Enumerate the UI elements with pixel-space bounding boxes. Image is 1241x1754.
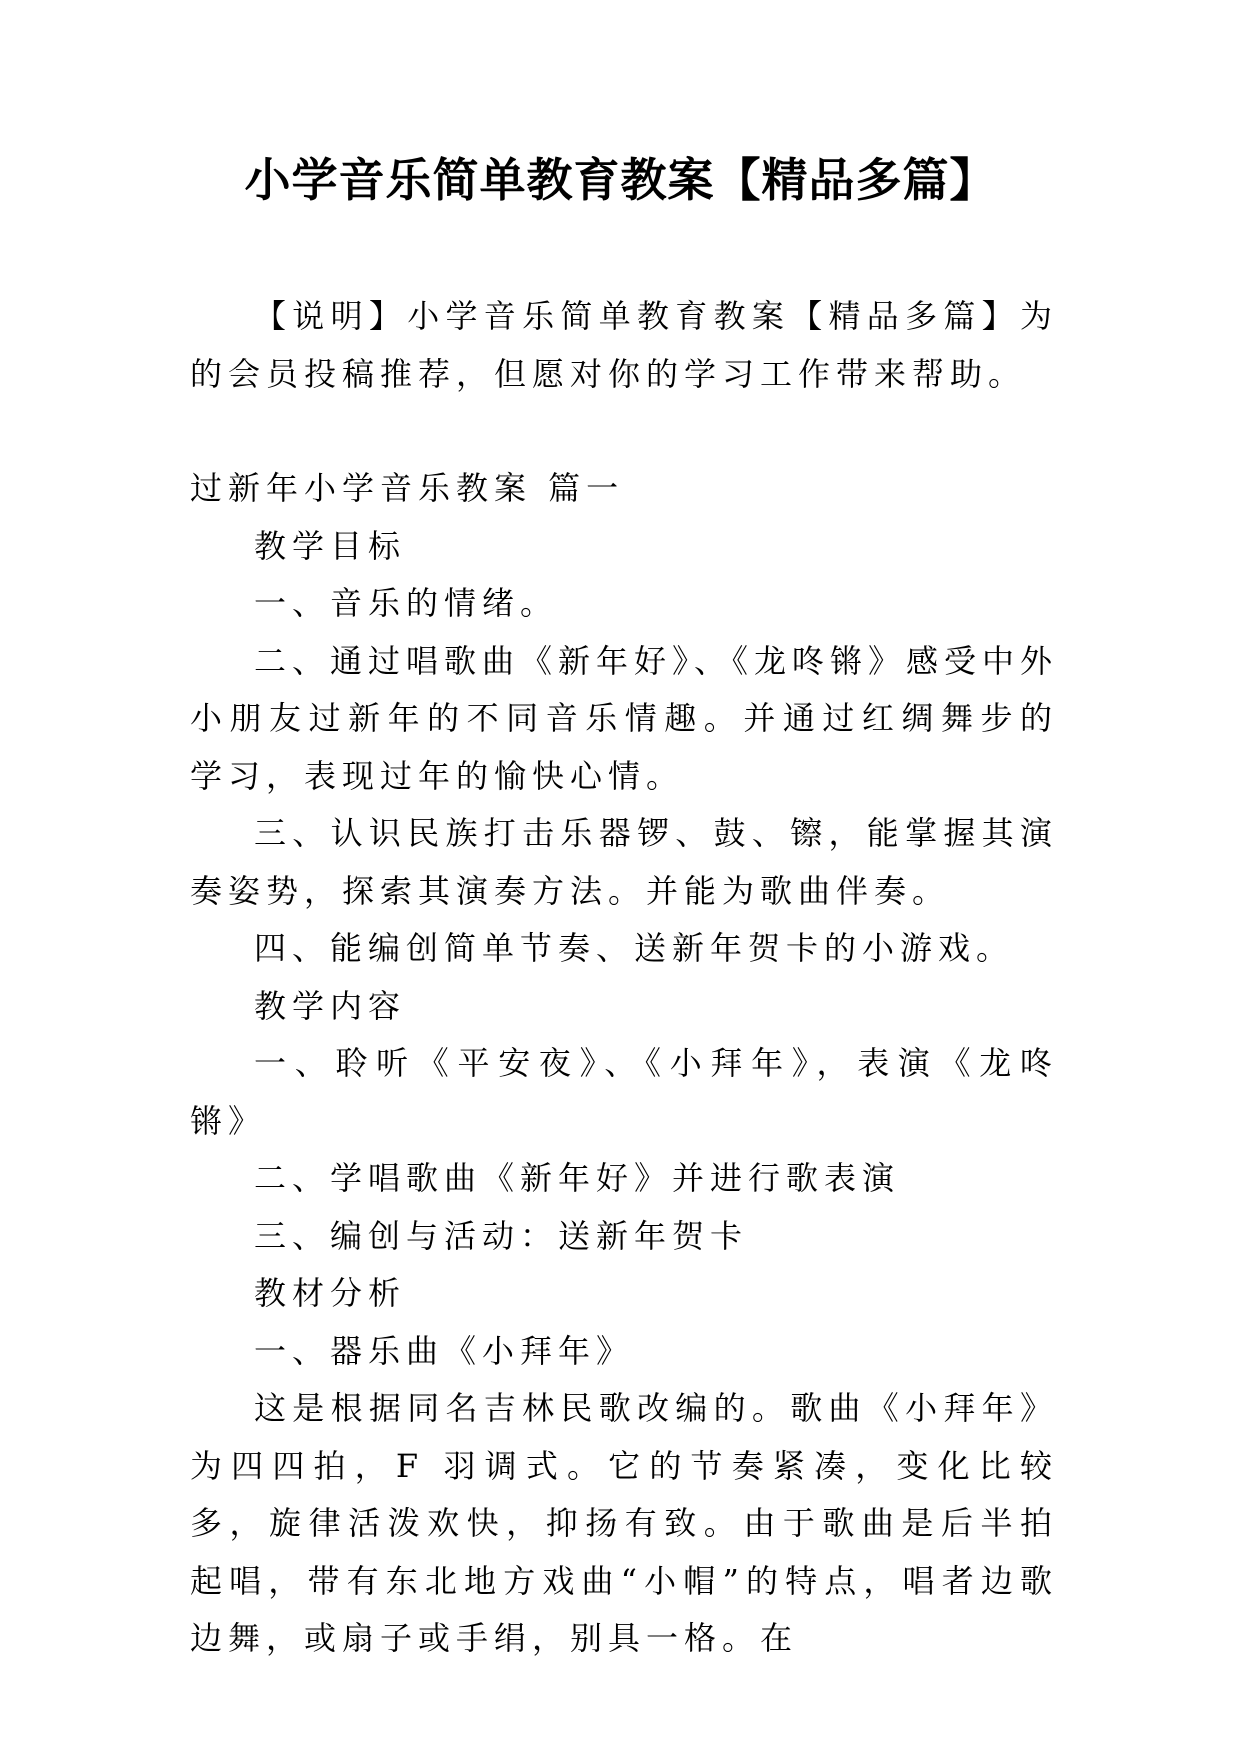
intro-paragraph: 【说明】小学音乐简单教育教案【精品多篇】为的会员投稿推荐，但愿对你的学习工作带来帮助。 — [190, 297, 1058, 393]
content-item-2: 二、学唱歌曲《新年好》并进行歌表演 — [254, 1159, 901, 1197]
goal-item-3: 三、认识民族打击乐器锣、鼓、镲，能掌握其演奏姿势，探索其演奏方法。并能为歌曲伴奏。 — [190, 814, 1058, 910]
goal-item-4: 四、能编创简单节奏、送新年贺卡的小游戏。 — [254, 929, 1015, 967]
subheading-teaching-content: 教学内容 — [254, 986, 407, 1025]
subheading-teaching-goals: 教学目标 — [254, 526, 407, 565]
content-item-3: 三、编创与活动：送新年贺卡 — [254, 1216, 749, 1255]
document-body — [190, 288, 1058, 1668]
subheading-material-analysis: 教材分析 — [254, 1274, 407, 1312]
paragraph-spacer — [190, 403, 1058, 460]
section-heading: 过新年小学音乐教案 篇一 — [190, 469, 625, 507]
document-title: 小学音乐简单教育教案【精品多篇】 — [244, 153, 997, 207]
analysis-item-1: 一、器乐曲《小拜年》 — [254, 1331, 635, 1370]
content-item-1: 一、聆听《平安夜》、《小拜年》，表演《龙咚锵》 — [190, 1044, 1058, 1140]
goal-item-1: 一、音乐的情绪。 — [254, 584, 559, 622]
goal-item-2: 二、通过唱歌曲《新年好》、《龙咚锵》感受中外小朋友过新年的不同音乐情趣。并通过红绸舞步的学习，表现过年的愉快心情。 — [190, 641, 1059, 795]
analysis-paragraph: 这是根据同名吉林民歌改编的。歌曲《小拜年》为四四拍，F 羽调式。它的节奏紧凑，变化比较多，旋律活泼欢快，抑扬有致。由于歌曲是后半拍起唱，带有东北地方戏曲“小帽”的特点，唱者边歌边舞，或扇子或手绢，别具一格。在 — [190, 1389, 1058, 1657]
